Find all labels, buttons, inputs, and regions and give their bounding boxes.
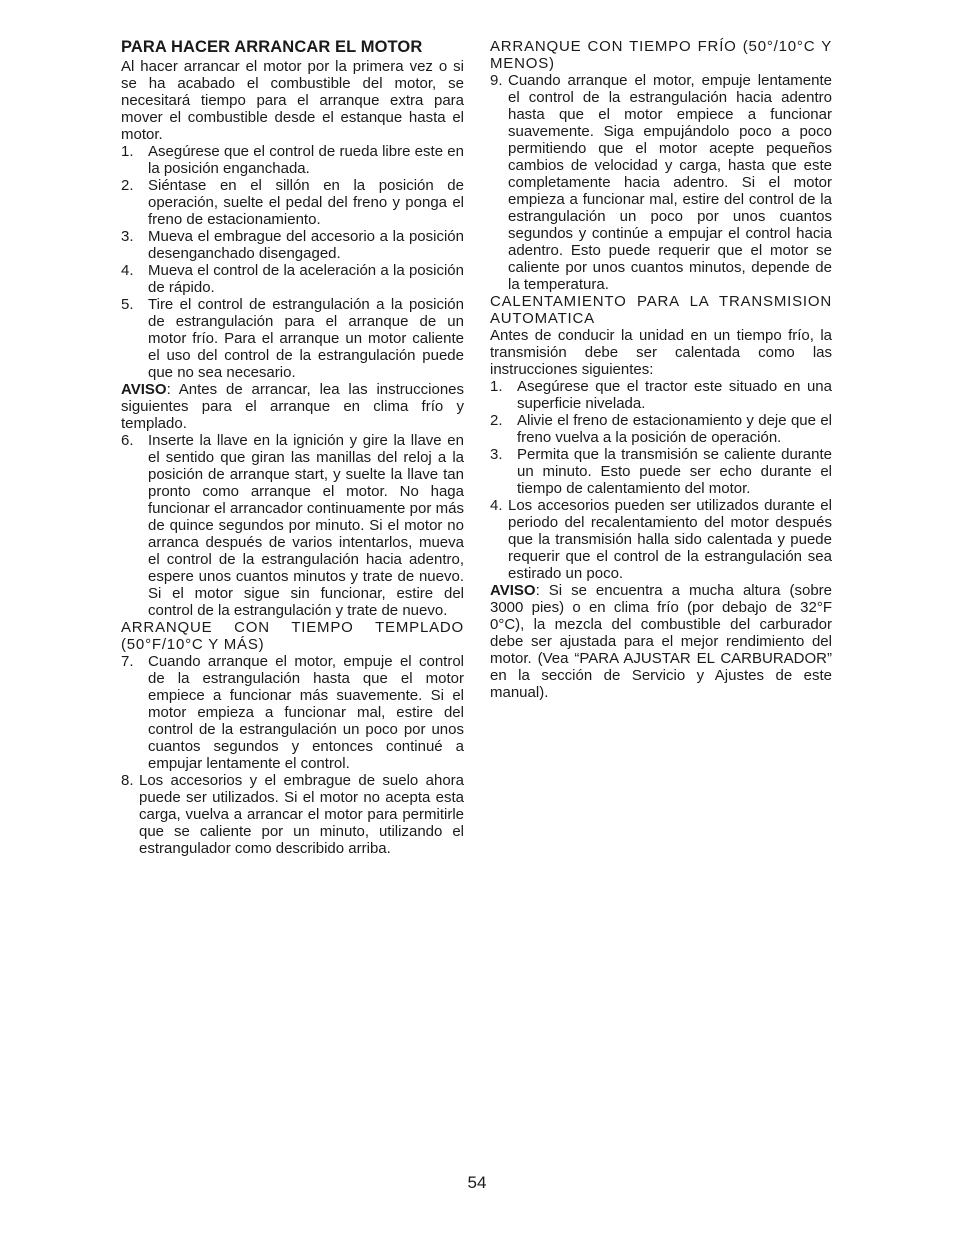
- aviso-label: AVISO: [121, 381, 167, 398]
- list-item: 9. Cuando arranque el motor, empuje lentamente el control de la estrangulación hacia adentro hasta que el motor empiece a funcionar suavemente. Siga empujándolo poco a poco permitiendo que el motor acepte pequeños cambios de velocidad y carga, hasta que este completamente hacia adentro. Si el motor empieza a funcionar mal, estire del control de la estrangulación un poco por unos cuantos segundos y continúe a empujar el control hacia adentro. Esto puede requerir que el motor se caliente por unos cuantos minutos, depende de la temperatura.: [490, 72, 832, 293]
- list-item: 4. Mueva el control de la aceleración a la posición de rápido.: [121, 262, 464, 296]
- list-item: 4. Los accesorios pueden ser utilizados durante el periodo del recalentamiento del motor después que la transmisión halla sido calentada y puede requerir que el control de la estrangulación sea estirado un poco.: [490, 497, 832, 582]
- aviso-note: AVISO: Si se encuentra a mucha altura (sobre 3000 pies) o en clima frío (por debajo de 32°F 0°C), la mezcla del combustible del carburador debe ser ajustada para el mejor rendimiento del motor. (Vea “PARA AJUSTAR EL CARBURADOR” en la sección de Servicio y Ajustes de este manual).: [490, 582, 832, 701]
- warm-weather-heading: ARRANQUE CON TIEMPO TEMPLADO (50°F/10°C Y MÁS): [121, 619, 464, 653]
- warm-weather-steps-list: [121, 653, 464, 857]
- page-number: 54: [467, 1173, 487, 1192]
- list-item: 1. Asegúrese que el tractor este situado en una superficie nivelada.: [490, 378, 832, 412]
- cold-weather-steps-list: [490, 72, 832, 293]
- list-item: 2. Siéntase en el sillón en la posición de operación, suelte el pedal del freno y ponga el freno de estacionamiento.: [121, 177, 464, 228]
- list-item: 3. Permita que la transmisión se caliente durante un minuto. Esto puede ser echo durante el tiempo de calentamiento del motor.: [490, 446, 832, 497]
- ignition-steps-list: [121, 432, 464, 619]
- list-item: 1. Asegúrese que el control de rueda libre este en la posición enganchada.: [121, 143, 464, 177]
- list-item: 6. Inserte la llave en la ignición y gire la llave en el sentido que giran las manillas del reloj a la posición de arranque start, y suelte la llave tan pronto como arranque el motor. No haga funcionar el arrancador continuamente por más de quince segundos por minuto. Si el motor no arranca después de varios intentarlos, mueva el control de la estrangulación hacia adentro, espere unos cuantos minutos y trate de nuevo. Si el motor sigue sin funcionar, estire del control de la estrangulación y trate de nuevo.: [121, 432, 464, 619]
- transmission-steps-list: [490, 378, 832, 582]
- transmission-heading: CALENTAMIENTO PARA LA TRANSMISION AUTOMATICA: [490, 293, 832, 327]
- left-column: [121, 38, 464, 857]
- list-item: 8. Los accesorios y el embrague de suelo ahora puede ser utilizados. Si el motor no acepta esta carga, vuelva a arrancar el motor para permitirle que se caliente por un minuto, utilizando el estrangulador como describido arriba.: [121, 772, 464, 857]
- list-item: 7. Cuando arranque el motor, empuje el control de la estrangulación hasta que el motor empiece a funcionar más suavemente. Si el motor empieza a funcionar mal, estire del control de la estrangulación un poco por unos cuantos segundos y entonces continué a empujar lentamente el control.: [121, 653, 464, 772]
- aviso-note: AVISO: Antes de arrancar, lea las instrucciones siguientes para el arranque en clima frío y templado.: [121, 381, 464, 432]
- list-item: 2. Alivie el freno de estacionamiento y deje que el freno vuelva a la posición de operación.: [490, 412, 832, 446]
- starting-steps-list: [121, 143, 464, 381]
- list-item: 5. Tire el control de estrangulación a la posición de estrangulación para el arranque de un motor frío. Para el arranque un motor caliente el uso del control de la estrangulación puede que no sea necesario.: [121, 296, 464, 381]
- list-item: 3. Mueva el embrague del accesorio a la posición desenganchado disengaged.: [121, 228, 464, 262]
- transmission-intro: Antes de conducir la unidad en un tiempo frío, la transmisión debe ser calentada como las instrucciones siguientes:: [490, 327, 832, 378]
- intro-paragraph: Al hacer arrancar el motor por la primera vez o si se ha acabado el combustible del motor, se necesitará tiempo para el arranque extra para mover el combustible desde el estanque hasta el motor.: [121, 58, 464, 143]
- aviso-label: AVISO: [490, 582, 536, 599]
- cold-weather-heading: ARRANQUE CON TIEMPO FRÍO (50°/10°C Y MENOS): [490, 38, 832, 72]
- right-column: [490, 38, 832, 701]
- section-title: PARA HACER ARRANCAR EL MOTOR: [121, 38, 423, 56]
